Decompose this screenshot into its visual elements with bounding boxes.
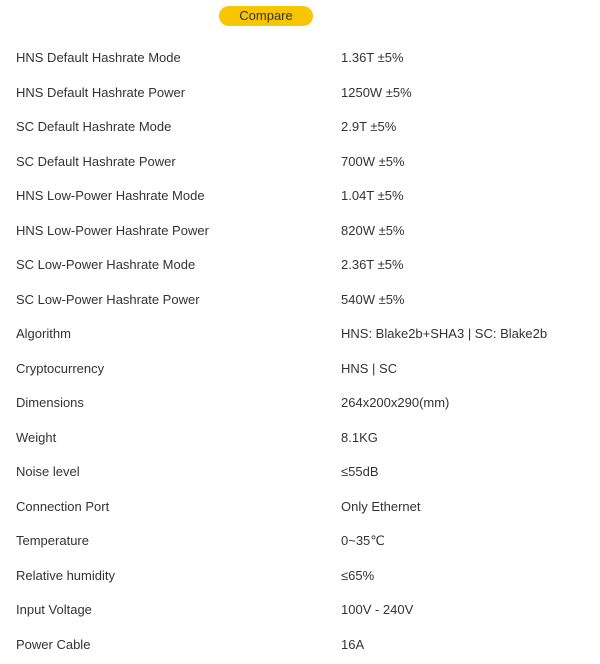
spec-row xyxy=(0,594,600,629)
spec-value: 0~35℃ xyxy=(341,533,385,548)
spec-label: Input Voltage xyxy=(16,602,92,617)
spec-value: 1250W ±5% xyxy=(341,84,412,100)
spec-value: 264x200x290(mm) xyxy=(341,395,450,410)
spec-row xyxy=(0,215,600,250)
spec-value: ≤55dB xyxy=(341,464,379,479)
compare-container xyxy=(219,6,313,26)
spec-label: HNS Default Hashrate Mode xyxy=(16,50,181,65)
spec-row xyxy=(0,146,600,181)
spec-row xyxy=(0,560,600,595)
spec-label: HNS Low-Power Hashrate Mode xyxy=(16,188,205,203)
spec-row xyxy=(0,629,600,664)
spec-value: 2.9T ±5% xyxy=(341,119,397,134)
spec-value: 100V - 240V xyxy=(341,602,414,617)
spec-value: 2.36T ±5% xyxy=(341,257,404,272)
spec-value: 1.36T ±5% xyxy=(341,50,404,65)
spec-value: 8.1KG xyxy=(341,429,378,445)
spec-row xyxy=(0,42,600,77)
spec-label: Noise level xyxy=(16,464,80,479)
spec-row xyxy=(0,422,600,457)
spec-row xyxy=(0,491,600,526)
spec-label: Power Cable xyxy=(16,636,91,652)
compare-button[interactable]: Compare xyxy=(219,6,313,26)
spec-label: Weight xyxy=(16,429,57,445)
spec-value: 1.04T ±5% xyxy=(341,188,404,203)
spec-label: SC Default Hashrate Mode xyxy=(16,119,172,134)
spec-label: Cryptocurrency xyxy=(16,360,105,376)
spec-row xyxy=(0,180,600,215)
spec-label: Dimensions xyxy=(16,395,84,410)
spec-row xyxy=(0,387,600,422)
spec-row xyxy=(0,318,600,353)
spec-label: SC Default Hashrate Power xyxy=(16,153,176,169)
spec-value: ≤65% xyxy=(341,567,375,583)
spec-value: HNS: Blake2b+SHA3 | SC: Blake2b xyxy=(341,326,548,341)
spec-label: HNS Low-Power Hashrate Power xyxy=(16,222,209,238)
spec-label: SC Low-Power Hashrate Mode xyxy=(16,257,196,272)
spec-value: HNS | SC xyxy=(341,360,398,376)
spec-label: Relative humidity xyxy=(16,567,115,583)
spec-value: 700W ±5% xyxy=(341,153,405,169)
spec-label: HNS Default Hashrate Power xyxy=(16,84,186,100)
spec-value: 16A xyxy=(341,636,365,652)
spec-row xyxy=(0,353,600,388)
spec-label: SC Low-Power Hashrate Power xyxy=(16,291,200,307)
spec-row xyxy=(0,525,600,560)
spec-row xyxy=(0,249,600,284)
spec-label: Connection Port xyxy=(16,498,110,514)
spec-table xyxy=(0,42,600,663)
spec-row xyxy=(0,77,600,112)
spec-row xyxy=(0,111,600,146)
spec-row xyxy=(0,284,600,319)
spec-value: Only Ethernet xyxy=(341,498,421,514)
spec-value: 820W ±5% xyxy=(341,222,405,238)
spec-row xyxy=(0,456,600,491)
spec-label: Algorithm xyxy=(16,326,71,341)
spec-value: 540W ±5% xyxy=(341,291,405,307)
spec-label: Temperature xyxy=(16,533,89,548)
